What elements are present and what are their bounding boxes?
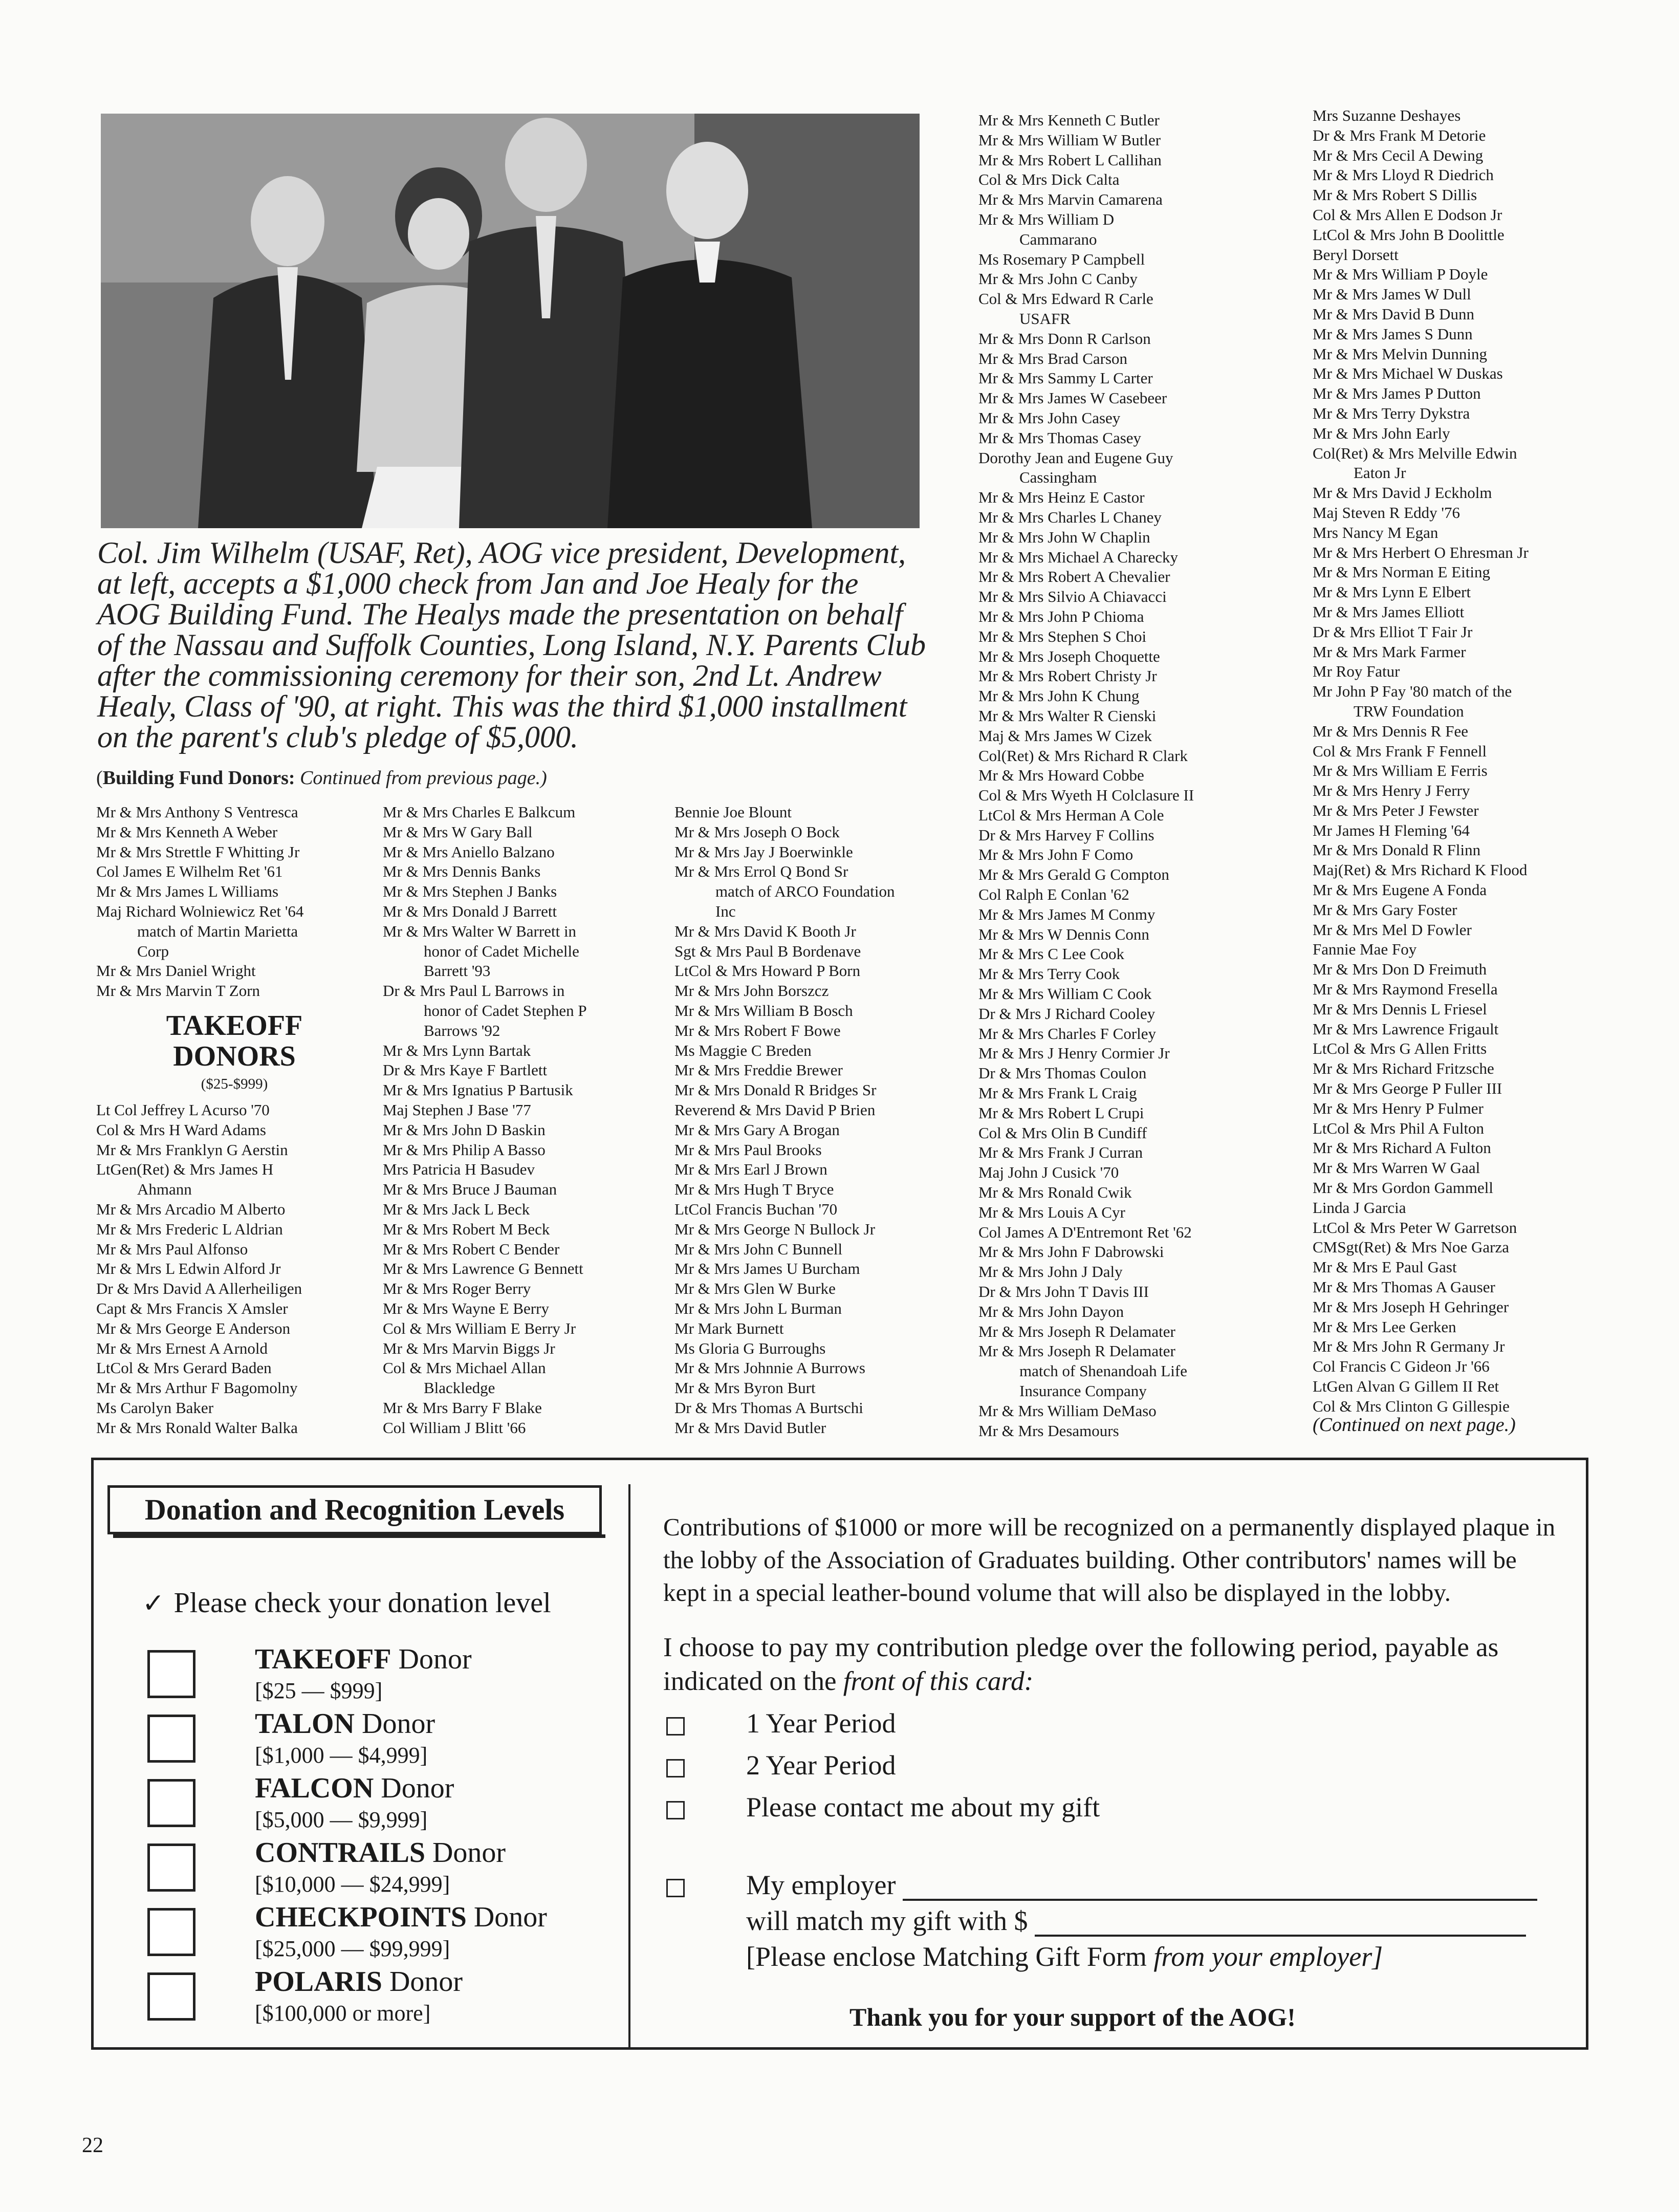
employer-match-checkbox[interactable] — [666, 1879, 685, 1897]
donor-entry: Ms Rosemary P Campbell — [978, 250, 1145, 268]
donor-entry: Mr & Mrs William P Doyle — [1313, 265, 1488, 284]
donor-entry: Mr & Mrs Thomas Casey — [978, 428, 1142, 447]
donor-entry: Mr & Mrs Charles F Corley — [978, 1024, 1157, 1043]
donor-entry: Mr & Mrs Michael A Charecky — [978, 548, 1179, 566]
donation-levels-title: Donation and Recognition Levels — [107, 1485, 602, 1534]
donor-list-heading: (Building Fund Donors: Continued from previous page.) — [96, 767, 547, 789]
donor-entry: Mr & Mrs Gordon Gammell — [1313, 1179, 1494, 1197]
donor-entry: Mr & Mrs Joseph H Gehringer — [1313, 1297, 1509, 1316]
donor-entry: Mr & Mrs John Dayon — [978, 1302, 1124, 1320]
donor-entry: Ms Maggie C Breden — [674, 1041, 812, 1059]
donor-entry: Dr & Mrs Frank M Detorie — [1313, 126, 1486, 144]
donor-entry: Mr & Mrs Errol Q Bond Sr match of ARCO Foundation Inc — [674, 862, 895, 920]
falcon-checkbox[interactable] — [147, 1779, 195, 1827]
match-amount-line[interactable] — [1035, 1914, 1526, 1937]
donor-entry: Mr & Mrs John F Como — [978, 845, 1133, 864]
polaris-checkbox[interactable] — [147, 1972, 195, 2021]
donor-entry: Mr & Mrs William C Cook — [978, 985, 1152, 1003]
donor-entry: Mr & Mrs Mark Farmer — [1313, 642, 1466, 661]
donor-entry: Mr & Mrs Terry Dykstra — [1313, 404, 1470, 422]
donor-entry: Mr & Mrs James M Conmy — [978, 905, 1155, 923]
donor-entry: Mr & Mrs Freddie Brewer — [674, 1061, 843, 1079]
donor-entry: Mr & Mrs David B Dunn — [1313, 305, 1475, 323]
donor-entry: Mr & Mrs John K Chung — [978, 687, 1140, 705]
donor-entry: Mr & Mrs Stephen J Banks — [383, 882, 557, 901]
donor-entry: Mr & Mrs John W Chaplin — [978, 528, 1150, 546]
donor-column-3 — [674, 803, 961, 1438]
donor-entry: Mr & Mrs Dennis R Fee — [1313, 722, 1468, 740]
donor-entry: Col(Ret) & Mrs Melville Edwin Eaton Jr — [1313, 444, 1517, 482]
donor-entry: Mr & Mrs Aniello Balzano — [383, 842, 555, 861]
donor-entry: Mr & Mrs Joseph R Delamater — [978, 1322, 1175, 1340]
donor-entry: Mr & Mrs Henry P Fulmer — [1313, 1099, 1484, 1117]
donor-entry: Mr & Mrs Barry F Blake — [383, 1398, 542, 1417]
donor-entry: Col & Mrs Dick Calta — [978, 170, 1120, 189]
donor-entry: Maj Steven R Eddy '76 — [1313, 503, 1460, 522]
donor-entry: Mr & Mrs Robert L Crupi — [978, 1103, 1144, 1122]
donor-entry: Maj Richard Wolniewicz Ret '64 match of Martin Marietta Corp — [96, 902, 304, 960]
donor-entry: Maj Stephen J Base '77 — [383, 1100, 531, 1119]
donor-entry: Mr & Mrs Donald R Bridges Sr — [674, 1081, 877, 1099]
ceremony-photo — [101, 114, 920, 528]
donor-entry: Mr & Mrs Warren W Gaal — [1313, 1159, 1480, 1177]
donor-entry: Mr & Mrs W Gary Ball — [383, 822, 533, 841]
donor-entry: Lt Col Jeffrey L Acurso '70 — [96, 1100, 270, 1119]
donor-entry: Mr & Mrs James U Burcham — [674, 1260, 860, 1278]
donor-entry: Mr & Mrs Lee Gerken — [1313, 1317, 1456, 1336]
donor-entry: Col & Mrs H Ward Adams — [96, 1120, 266, 1139]
enclose-note: [Please enclose Matching Gift Form from your employer] — [746, 1941, 1383, 1972]
donor-entry: Mr & Mrs Raymond Fresella — [1313, 980, 1498, 999]
donor-entry: Col & Mrs Olin B Cundiff — [978, 1123, 1147, 1142]
talon-checkbox[interactable] — [147, 1715, 195, 1763]
donor-entry: Mr John P Fay '80 match of the TRW Foundation — [1313, 682, 1512, 720]
donor-entry: Mr & Mrs Robert A Chevalier — [978, 568, 1170, 586]
donor-entry: Mr & Mrs Don D Freimuth — [1313, 960, 1487, 979]
donor-entry: Mr & Mrs John P Chioma — [978, 607, 1144, 625]
donor-entry: Mr James H Fleming '64 — [1313, 821, 1470, 839]
donor-entry: Mr & Mrs William B Bosch — [674, 1001, 853, 1020]
donor-entry: Mr & Mrs Paul Alfonso — [96, 1240, 248, 1258]
donor-entry: Mr & Mrs Joseph R Delamater match of Shenandoah Life Insurance Company — [978, 1342, 1187, 1400]
donor-entry: Mr & Mrs Cecil A Dewing — [1313, 146, 1484, 164]
donor-entry: Mr & Mrs Norman E Eiting — [1313, 563, 1490, 581]
donor-column-2 — [383, 803, 669, 1438]
donor-entry: Dr & Mrs Harvey F Collins — [978, 826, 1154, 844]
donor-entry: Mr & Mrs Michael W Duskas — [1313, 364, 1503, 383]
donor-entry: Mr & Mrs James S Dunn — [1313, 324, 1473, 343]
donor-entry: LtGen(Ret) & Mrs James H Ahmann — [96, 1160, 274, 1199]
donor-entry: Mr & Mrs John C Canby — [978, 270, 1138, 288]
donor-entry: Mr & Mrs Robert S Dillis — [1313, 186, 1477, 204]
donor-entry: Mr & Mrs Mel D Fowler — [1313, 920, 1472, 939]
donor-entry: Mr & Mrs Lynn Bartak — [383, 1041, 531, 1059]
donor-entry: Mr & Mrs John Early — [1313, 424, 1450, 442]
donor-entry: Mr & Mrs Brad Carson — [978, 349, 1128, 367]
donor-entry: Mr & Mrs Robert Christy Jr — [978, 667, 1157, 685]
donor-entry: Mr & Mrs Thomas A Gauser — [1313, 1278, 1495, 1296]
donor-entry: Mr & Mrs Heinz E Castor — [978, 488, 1145, 507]
donor-entry: Mr & Mrs Richard A Fulton — [1313, 1139, 1491, 1157]
page-number: 22 — [82, 2134, 103, 2157]
donor-entry: Mr & Mrs Joseph O Bock — [674, 822, 840, 841]
donor-entry: Mr & Mrs Frank J Curran — [978, 1143, 1143, 1162]
donor-entry: Mr & Mrs Marvin Camarena — [978, 190, 1163, 209]
donor-entry: Col James E Wilhelm Ret '61 — [96, 862, 283, 881]
donor-entry: Mr & Mrs C Lee Cook — [978, 945, 1125, 963]
donor-entry: Maj John J Cusick '70 — [978, 1163, 1119, 1182]
match-amount: will match my gift with $ — [746, 1905, 1526, 1937]
employer-name-line[interactable] — [903, 1878, 1537, 1901]
donor-entry: Col William J Blitt '66 — [383, 1418, 526, 1437]
donor-entry: Mr & Mrs James W Dull — [1313, 285, 1471, 303]
donor-entry: Mr & Mrs W Dennis Conn — [978, 925, 1149, 943]
period-1-year-checkbox[interactable] — [666, 1717, 685, 1736]
donor-entry: Mr & Mrs Hugh T Bryce — [674, 1180, 834, 1199]
donor-entry: Mr & Mrs Frank L Craig — [978, 1084, 1137, 1102]
checkmark-icon: ✓ — [142, 1589, 165, 1618]
donor-entry: Mr & Mrs John L Burman — [674, 1299, 842, 1317]
donor-entry: Col & Mrs Frank F Fennell — [1313, 742, 1487, 760]
donor-entry: Mrs Suzanne Deshayes — [1313, 106, 1461, 124]
donor-entry: Mr & Mrs Desamours — [978, 1421, 1119, 1440]
donor-entry: Mr & Mrs Glen W Burke — [674, 1280, 836, 1298]
donor-entry: Mr & Mrs J Henry Cormier Jr — [978, 1044, 1170, 1062]
donor-entry: LtCol & Mrs Gerard Baden — [96, 1359, 272, 1377]
donor-entry: Mr & Mrs Robert M Beck — [383, 1220, 550, 1238]
contact-checkbox[interactable] — [666, 1801, 685, 1819]
donor-entry: Mr & Mrs Dennis Banks — [383, 862, 541, 881]
donor-entry: Mr & Mrs Paul Brooks — [674, 1140, 822, 1159]
takeoff-checkbox[interactable] — [147, 1650, 195, 1698]
donor-entry: Mr & Mrs Stephen S Choi — [978, 627, 1147, 645]
donor-entry: Mr Roy Fatur — [1313, 662, 1400, 681]
donor-entry: Dr & Mrs Thomas A Burtschi — [674, 1398, 863, 1417]
donor-entry: Mr & Mrs Ronald Cwik — [978, 1183, 1132, 1202]
donor-entry: Mr & Mrs Lawrence G Bennett — [383, 1260, 583, 1278]
donor-entry: Mr & Mrs Daniel Wright — [96, 962, 256, 980]
donor-entry: Mr & Mrs Strettle F Whitting Jr — [96, 842, 300, 861]
donor-entry: Mr & Mrs John Borszcz — [674, 982, 829, 1000]
donor-entry: Mr & Mrs Ignatius P Bartusik — [383, 1081, 573, 1099]
photo-illustration — [101, 114, 920, 528]
checkpoints-checkbox[interactable] — [147, 1908, 195, 1956]
donor-entry: Mr & Mrs George N Bullock Jr — [674, 1220, 876, 1238]
donor-entry: Dr & Mrs Kaye F Bartlett — [383, 1061, 548, 1079]
donor-entry: Mr & Mrs Wayne E Berry — [383, 1299, 549, 1317]
donor-entry: Dr & Mrs Thomas Coulon — [978, 1064, 1147, 1082]
donor-entry: Mr & Mrs Jay J Boerwinkle — [674, 842, 853, 861]
donor-entry: Mr & Mrs Louis A Cyr — [978, 1203, 1125, 1221]
period-2-year-checkbox[interactable] — [666, 1759, 685, 1777]
donor-entry: Mr & Mrs Walter R Cienski — [978, 706, 1157, 725]
donor-entry: Mr & Mrs Kenneth A Weber — [96, 822, 278, 841]
donor-entry: Col(Ret) & Mrs Richard R Clark — [978, 746, 1188, 765]
donor-entry: LtCol & Mrs Herman A Cole — [978, 806, 1164, 824]
donor-entry: Mrs Nancy M Egan — [1313, 523, 1438, 541]
donor-column-4 — [978, 111, 1296, 1441]
donor-entry: Mr & Mrs E Paul Gast — [1313, 1258, 1457, 1276]
donor-entry: Mr & Mrs Gary Foster — [1313, 900, 1457, 919]
donor-entry: Mr & Mrs Herbert O Ehresman Jr — [1313, 543, 1529, 561]
donor-entry: Dr & Mrs Elliot T Fair Jr — [1313, 622, 1473, 641]
donor-entry: Mr & Mrs Joseph Choquette — [978, 647, 1160, 665]
donor-entry: Mr & Mrs Gerald G Compton — [978, 865, 1169, 884]
donor-entry: Mr & Mrs Robert C Bender — [383, 1240, 560, 1258]
donor-entry: LtCol & Mrs Peter W Garretson — [1313, 1218, 1517, 1237]
donor-entry: Col Ralph E Conlan '62 — [978, 885, 1129, 904]
period-1-year: 1 Year Period — [666, 1707, 896, 1739]
donor-entry: Mrs Patricia H Basudev — [383, 1160, 535, 1179]
donor-entry: Mr & Mrs Donald R Flinn — [1313, 841, 1481, 859]
donor-entry: Mr & Mrs Robert F Bowe — [674, 1021, 841, 1039]
donor-entry: Beryl Dorsett — [1313, 245, 1399, 264]
donor-entry: LtCol & Mrs John B Doolittle — [1313, 225, 1504, 244]
donor-entry: Mr & Mrs James W Casebeer — [978, 389, 1167, 407]
donor-entry: Mr & Mrs James P Dutton — [1313, 384, 1481, 403]
donor-entry: Mr & Mrs John Casey — [978, 408, 1121, 427]
donor-entry: Mr & Mrs William D Cammarano — [978, 210, 1115, 248]
donor-entry: Mr & Mrs Lloyd R Diedrich — [1313, 166, 1494, 184]
donor-entry: Mr & Mrs Johnnie A Burrows — [674, 1359, 865, 1377]
donor-entry: Mr & Mrs David K Booth Jr — [674, 922, 856, 940]
donor-entry: Mr & Mrs Anthony S Ventresca — [96, 803, 298, 821]
donor-entry: Mr & Mrs Lynn E Elbert — [1313, 583, 1471, 601]
donor-entry: Mr & Mrs Terry Cook — [978, 965, 1120, 983]
donor-entry: Mr & Mrs Silvio A Chiavacci — [978, 588, 1167, 606]
donor-entry: Linda J Garcia — [1313, 1198, 1406, 1217]
donor-entry: Mr & Mrs Frederic L Aldrian — [96, 1220, 283, 1238]
donor-entry: Mr & Mrs David J Eckholm — [1313, 484, 1492, 502]
donor-entry: Mr & Mrs Arthur F Bagomolny — [96, 1379, 298, 1397]
period-2-year: 2 Year Period — [666, 1749, 896, 1781]
donor-entry: LtCol & Mrs Howard P Born — [674, 962, 861, 980]
donor-entry: Mr & Mrs Robert L Callihan — [978, 150, 1162, 169]
donor-entry: CMSgt(Ret) & Mrs Noe Garza — [1313, 1238, 1509, 1256]
donor-entry: Mr & Mrs Philip A Basso — [383, 1140, 546, 1159]
continued-note: (Continued on next page.) — [1313, 1414, 1516, 1436]
donor-entry: Mr & Mrs Arcadio M Alberto — [96, 1200, 286, 1218]
photo-caption: Col. Jim Wilhelm (USAF, Ret), AOG vice president, Development, at left, accepts a $1,000 check from Jan and Joe Healy for the AOG Building Fund. The Healys made the presentation on behalf of the Nassau and Suffolk Counties, Long Island, N.Y. Parents Club after the commissioning ceremony for their son, 2nd Lt. Andrew Healy, Class of '90, at right. This was the third $1,000 installment on the parent's club's pledge of $5,000. — [97, 536, 926, 754]
donor-entry: Mr & Mrs Bruce J Bauman — [383, 1180, 557, 1199]
donor-entry: Mr & Mrs John J Daly — [978, 1263, 1123, 1281]
donor-entry: Mr & Mrs James Elliott — [1313, 602, 1465, 621]
form-divider — [628, 1484, 630, 2047]
donor-entry: Mr & Mrs Marvin Biggs Jr — [383, 1339, 555, 1357]
donor-entry: Fannie Mae Foy — [1313, 940, 1417, 959]
donor-entry: Col & Mrs Edward R Carle USAFR — [978, 290, 1153, 328]
donor-entry: Dr & Mrs John T Davis III — [978, 1283, 1149, 1301]
donor-entry: Mr & Mrs George E Anderson — [96, 1319, 291, 1337]
donor-entry: Mr & Mrs David Butler — [674, 1418, 826, 1437]
donor-entry: Dr & Mrs J Richard Cooley — [978, 1004, 1155, 1023]
donor-entry: Mr & Mrs John C Bunnell — [674, 1240, 843, 1258]
donor-entry: Mr & Mrs Gary A Brogan — [674, 1120, 840, 1139]
donor-entry: Mr & Mrs Byron Burt — [674, 1379, 816, 1397]
donor-entry: Mr & Mrs Dennis L Friesel — [1313, 1000, 1487, 1018]
donor-entry: Mr & Mrs Jack L Beck — [383, 1200, 530, 1218]
thank-you: Thank you for your support of the AOG! — [849, 2003, 1296, 2031]
donor-entry: Mr & Mrs Ernest A Arnold — [96, 1339, 268, 1357]
donor-entry: Bennie Joe Blount — [674, 803, 792, 821]
donor-entry: Mr & Mrs Earl J Brown — [674, 1160, 827, 1179]
donor-entry: Dorothy Jean and Eugene Guy Cassingham — [978, 448, 1173, 487]
donor-entry: Mr & Mrs Franklyn G Aerstin — [96, 1140, 288, 1159]
donor-entry: Col & Mrs Clinton G Gillespie — [1313, 1397, 1510, 1415]
donor-entry: LtCol Francis Buchan '70 — [674, 1200, 838, 1218]
donor-entry: Mr & Mrs John R Germany Jr — [1313, 1337, 1505, 1356]
check-hint: ✓ Please check your donation level — [142, 1587, 551, 1619]
donor-entry: Mr & Mrs Donn R Carlson — [978, 329, 1151, 348]
donor-entry: Mr & Mrs Peter J Fewster — [1313, 801, 1479, 819]
donor-entry: Mr & Mrs William W Butler — [978, 131, 1161, 149]
employer-match: My employer — [666, 1869, 1537, 1901]
donor-entry: Col James A D'Entremont Ret '62 — [978, 1223, 1192, 1241]
donor-entry: Col & Mrs Wyeth H Colclasure II — [978, 786, 1194, 805]
contrails-checkbox[interactable] — [147, 1844, 195, 1892]
donor-entry: LtCol & Mrs G Allen Fritts — [1313, 1039, 1487, 1058]
takeoff-donors-range: ($25-$999) — [201, 1075, 268, 1092]
donor-entry: Mr & Mrs Kenneth C Butler — [978, 111, 1160, 129]
donor-entry: Col & Mrs William E Berry Jr — [383, 1319, 576, 1337]
donor-entry: Capt & Mrs Francis X Amsler — [96, 1299, 288, 1317]
donor-entry: Mr & Mrs Lawrence Frigault — [1313, 1020, 1499, 1038]
donor-entry: Col Francis C Gideon Jr '66 — [1313, 1357, 1490, 1376]
donor-entry: LtCol & Mrs Phil A Fulton — [1313, 1119, 1485, 1137]
donor-entry: Mr & Mrs Melvin Dunning — [1313, 344, 1487, 363]
pledge-text: I choose to pay my contribution pledge over the following period, payable as indicated on the front of this card: — [663, 1633, 1499, 1696]
donor-entry: Reverend & Mrs David P Brien — [674, 1100, 876, 1119]
donor-entry: Mr & Mrs William E Ferris — [1313, 762, 1488, 780]
donor-entry: Mr & Mrs Charles L Chaney — [978, 508, 1162, 526]
donor-entry: Mr & Mrs Sammy L Carter — [978, 369, 1153, 387]
donor-entry: Mr & Mrs William DeMaso — [978, 1401, 1157, 1420]
donor-entry: LtGen Alvan G Gillem II Ret — [1313, 1377, 1499, 1395]
donor-entry: Mr & Mrs Donald J Barrett — [383, 902, 557, 920]
donor-entry: Ms Carolyn Baker — [96, 1398, 214, 1417]
donor-entry: Maj & Mrs James W Cizek — [978, 726, 1152, 745]
donor-entry: Col & Mrs Michael Allan Blackledge — [383, 1359, 546, 1397]
donor-entry: Mr Mark Burnett — [674, 1319, 784, 1337]
recognition-text: Contributions of $1000 or more will be recognized on a permanently displayed plaque in the lobby of the Association of Graduates building. Other contributors' names will be kept in a special leather-bound volume that will also be displayed in the lobby. — [663, 1513, 1556, 1607]
donor-entry: Mr & Mrs Howard Cobbe — [978, 766, 1144, 785]
period-contact: Please contact me about my gift — [666, 1791, 1100, 1823]
donor-entry: Mr & Mrs John F Dabrowski — [978, 1243, 1164, 1261]
donor-column-5 — [1313, 106, 1599, 1417]
donor-column-1 — [96, 803, 373, 1438]
donor-entry: Maj(Ret) & Mrs Richard K Flood — [1313, 861, 1528, 879]
donor-entry: Mr & Mrs John D Baskin — [383, 1120, 546, 1139]
takeoff-donors-title: TAKEOFF DONORS — [166, 1009, 303, 1072]
donor-entry: Mr & Mrs George P Fuller III — [1313, 1079, 1502, 1098]
donor-entry: Mr & Mrs Walter W Barrett in honor of Cadet Michelle Barrett '93 — [383, 922, 579, 980]
donor-entry: Dr & Mrs Paul L Barrows in honor of Cadet Stephen P Barrows '92 — [383, 982, 587, 1039]
donor-entry: Mr & Mrs Roger Berry — [383, 1280, 531, 1298]
donor-entry: Col & Mrs Allen E Dodson Jr — [1313, 205, 1502, 224]
donor-entry: Mr & Mrs Charles E Balkcum — [383, 803, 576, 821]
donor-entry: Dr & Mrs David A Allerheiligen — [96, 1280, 302, 1298]
donor-entry: Mr & Mrs Eugene A Fonda — [1313, 881, 1487, 899]
donor-entry: Mr & Mrs Henry J Ferry — [1313, 782, 1470, 800]
donor-entry: Mr & Mrs James L Williams — [96, 882, 279, 901]
donor-entry: Ms Gloria G Burroughs — [674, 1339, 826, 1357]
donor-entry: Mr & Mrs L Edwin Alford Jr — [96, 1260, 281, 1278]
donor-entry: Mr & Mrs Ronald Walter Balka — [96, 1418, 298, 1437]
donor-entry: Sgt & Mrs Paul B Bordenave — [674, 942, 861, 960]
donor-entry: Mr & Mrs Richard Fritzsche — [1313, 1059, 1494, 1078]
donor-entry: Mr & Mrs Marvin T Zorn — [96, 982, 260, 1000]
